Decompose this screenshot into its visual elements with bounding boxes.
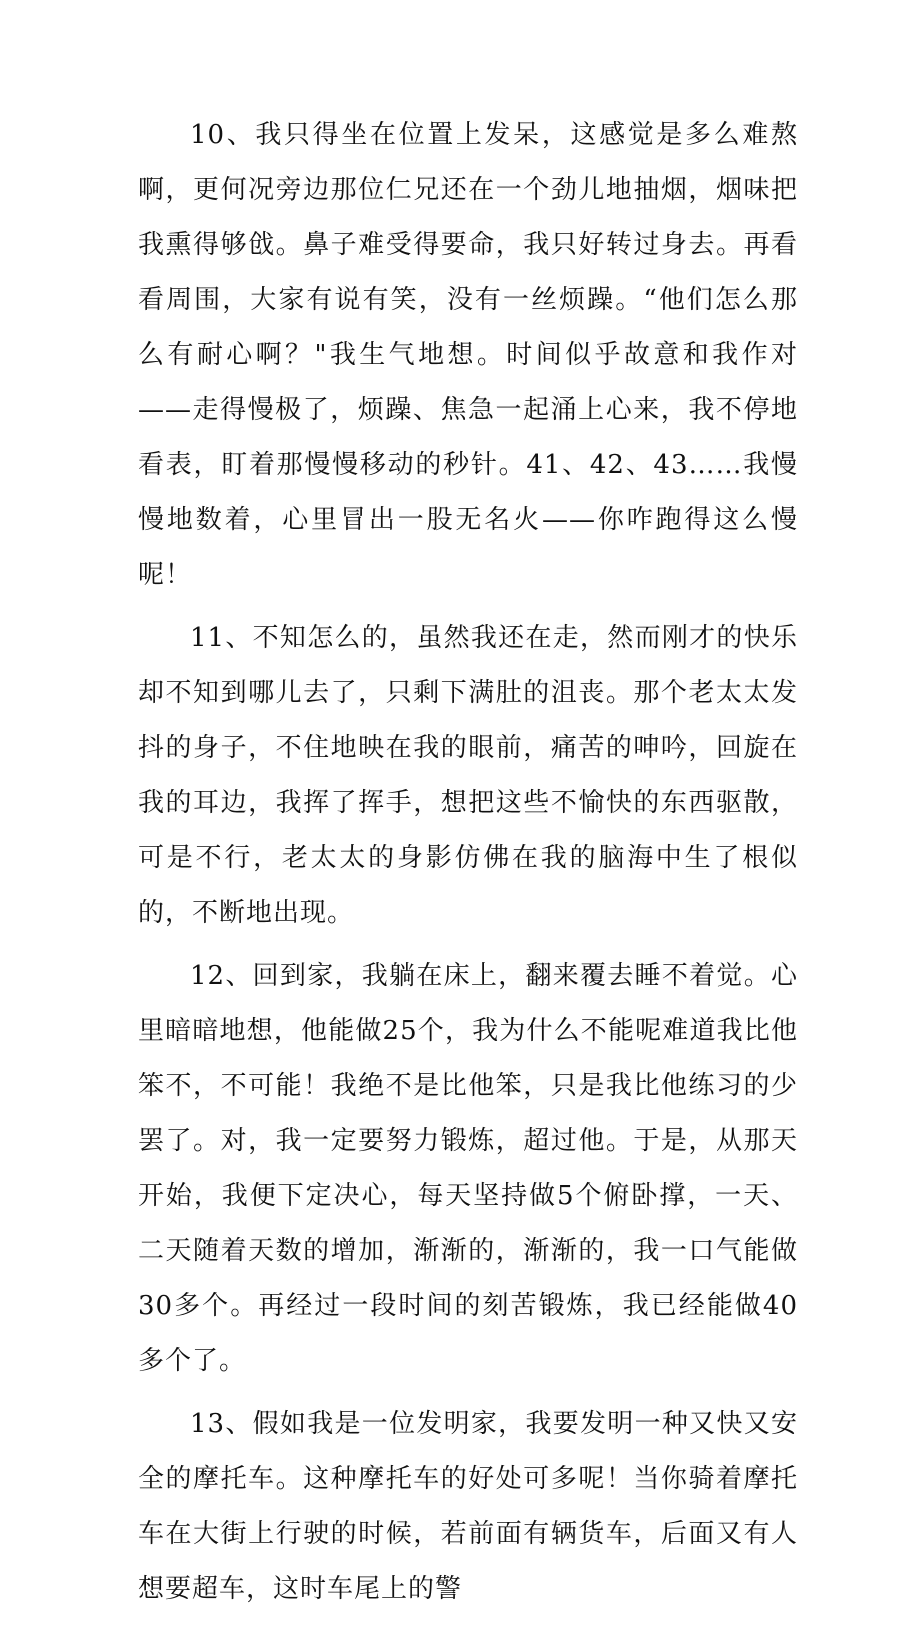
paragraph-13: 13、假如我是一位发明家，我要发明一种又快又安全的摩托车。这种摩托车的好处可多呢！当你骑着摩托车在大街上行驶的时候，若前面有辆货车，后面又有人想要超车，这时车尾上的警 <box>138 1409 798 1604</box>
paragraph-10: 10、我只得坐在位置上发呆，这感觉是多么难熬啊，更何况旁边那位仁兄还在一个劲儿地抽烟，烟味把我熏得够戗。鼻子难受得要命，我只好转过身去。再看看周围，大家有说有笑，没有一丝烦躁。“他们怎么那么有耐心啊？"我生气地想。时间似乎故意和我作对——走得慢极了，烦躁、焦急一起涌上心来，我不停地看表，盯着那慢慢移动的秒针。41、42、43……我慢慢地数着，心里冒出一股无名火——你咋跑得这么慢呢！ <box>138 120 798 590</box>
paragraph-11: 11、不知怎么的，虽然我还在走，然而刚才的快乐却不知到哪儿去了，只剩下满肚的沮丧。那个老太太发抖的身子，不住地映在我的眼前，痛苦的呻吟，回旋在我的耳边，我挥了挥手，想把这些不愉快的东西驱散，可是不行，老太太的身影仿佛在我的脑海中生了根似的，不断地出现。 <box>138 623 798 928</box>
paragraph-12: 12、回到家，我躺在床上，翻来覆去睡不着觉。心里暗暗地想，他能做25个，我为什么不能呢难道我比他笨不，不可能！我绝不是比他笨，只是我比他练习的少罢了。对，我一定要努力锻炼，超过他。于是，从那天开始，我便下定决心，每天坚持做5个俯卧撑，一天、二天随着天数的增加，渐渐的，渐渐的，我一口气能做30多个。再经过一段时间的刻苦锻炼，我已经能做40多个了。 <box>138 961 798 1376</box>
document-body <box>138 108 798 1625</box>
